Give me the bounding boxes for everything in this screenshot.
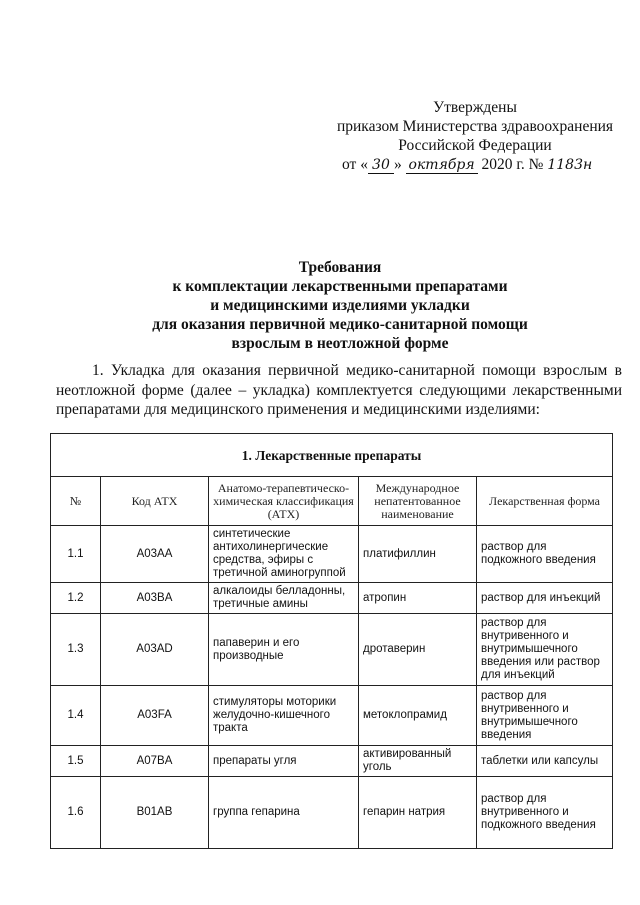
cell-class: группа гепарина	[209, 777, 359, 849]
cell-form: раствор для подкожного введения	[477, 526, 613, 583]
cell-inn: активированный уголь	[359, 746, 477, 777]
table-section-title: 1. Лекарственные препараты	[51, 434, 613, 477]
cell-form: раствор для внутривенного и внутримышечного введения или раствор для инъекций	[477, 614, 613, 686]
table-row	[51, 777, 613, 849]
cell-form: раствор для внутривенного и подкожного введения	[477, 777, 613, 849]
cell-num: 1.4	[51, 686, 101, 746]
cell-class: стимуляторы моторики желудочно-кишечного тракта	[209, 686, 359, 746]
cell-atx: A07BA	[101, 746, 209, 777]
intro-paragraph: 1. Укладка для оказания первичной медико-санитарной помощи взрослым в неотложной форме (далее – укладка) комплектуется следующими лекарственными препаратами для медицинского применения и медицинскими изделиями:	[56, 362, 622, 418]
cell-atx: A03AD	[101, 614, 209, 686]
cell-inn: гепарин натрия	[359, 777, 477, 849]
cell-num: 1.3	[51, 614, 101, 686]
handwritten-order-number: 1183н	[547, 157, 593, 173]
cell-class: папаверин и его производные	[209, 614, 359, 686]
cell-inn: метоклопрамид	[359, 686, 477, 746]
table-row	[51, 686, 613, 746]
approval-line-2: приказом Министерства здравоохранения	[336, 118, 614, 135]
date-prefix: от «	[342, 156, 368, 173]
date-mid: »	[393, 156, 402, 173]
cell-num: 1.2	[51, 583, 101, 614]
approval-line-1: Утверждены	[433, 99, 517, 116]
header-num: №	[51, 477, 101, 526]
title-line-1: Требования	[298, 259, 382, 276]
header-inn: Международное непатентованное наименование	[359, 477, 477, 526]
cell-inn: атропин	[359, 583, 477, 614]
medications-table	[50, 433, 613, 849]
cell-class: синтетические антихолинергические средства, эфиры с третичной аминогруппой	[209, 526, 359, 583]
document-title	[60, 258, 620, 353]
table-row	[51, 614, 613, 686]
cell-class: алкалоиды белладонны, третичные амины	[209, 583, 359, 614]
cell-num: 1.1	[51, 526, 101, 583]
cell-num: 1.5	[51, 746, 101, 777]
table-row	[51, 583, 613, 614]
title-line-3: и медицинскими изделиями укладки	[210, 297, 470, 314]
handwritten-month: октября	[406, 157, 478, 174]
header-form: Лекарственная форма	[477, 477, 613, 526]
header-class: Анатомо-терапевтическо-химическая классификация (АТХ)	[209, 477, 359, 526]
approval-date-line	[330, 155, 620, 174]
table-row	[51, 526, 613, 583]
year-text: 2020 г. №	[481, 156, 544, 173]
title-line-2: к комплектации лекарственными препаратами	[172, 278, 508, 295]
approval-line-3: Российской Федерации	[398, 137, 552, 154]
title-line-4: для оказания первичной медико-санитарной помощи	[152, 316, 528, 333]
cell-atx: A03BA	[101, 583, 209, 614]
handwritten-day: 30	[368, 157, 394, 174]
cell-atx: A03AA	[101, 526, 209, 583]
cell-form: раствор для инъекций	[477, 583, 613, 614]
cell-form: таблетки или капсулы	[477, 746, 613, 777]
cell-num: 1.6	[51, 777, 101, 849]
table-row	[51, 746, 613, 777]
approval-block	[330, 98, 620, 174]
cell-form: раствор для внутривенного и внутримышечного введения	[477, 686, 613, 746]
header-atx: Код АТХ	[101, 477, 209, 526]
cell-inn: дротаверин	[359, 614, 477, 686]
cell-atx: A03FA	[101, 686, 209, 746]
cell-atx: B01AB	[101, 777, 209, 849]
cell-inn: платифиллин	[359, 526, 477, 583]
cell-class: препараты угля	[209, 746, 359, 777]
title-line-5: взрослым в неотложной форме	[231, 335, 449, 352]
